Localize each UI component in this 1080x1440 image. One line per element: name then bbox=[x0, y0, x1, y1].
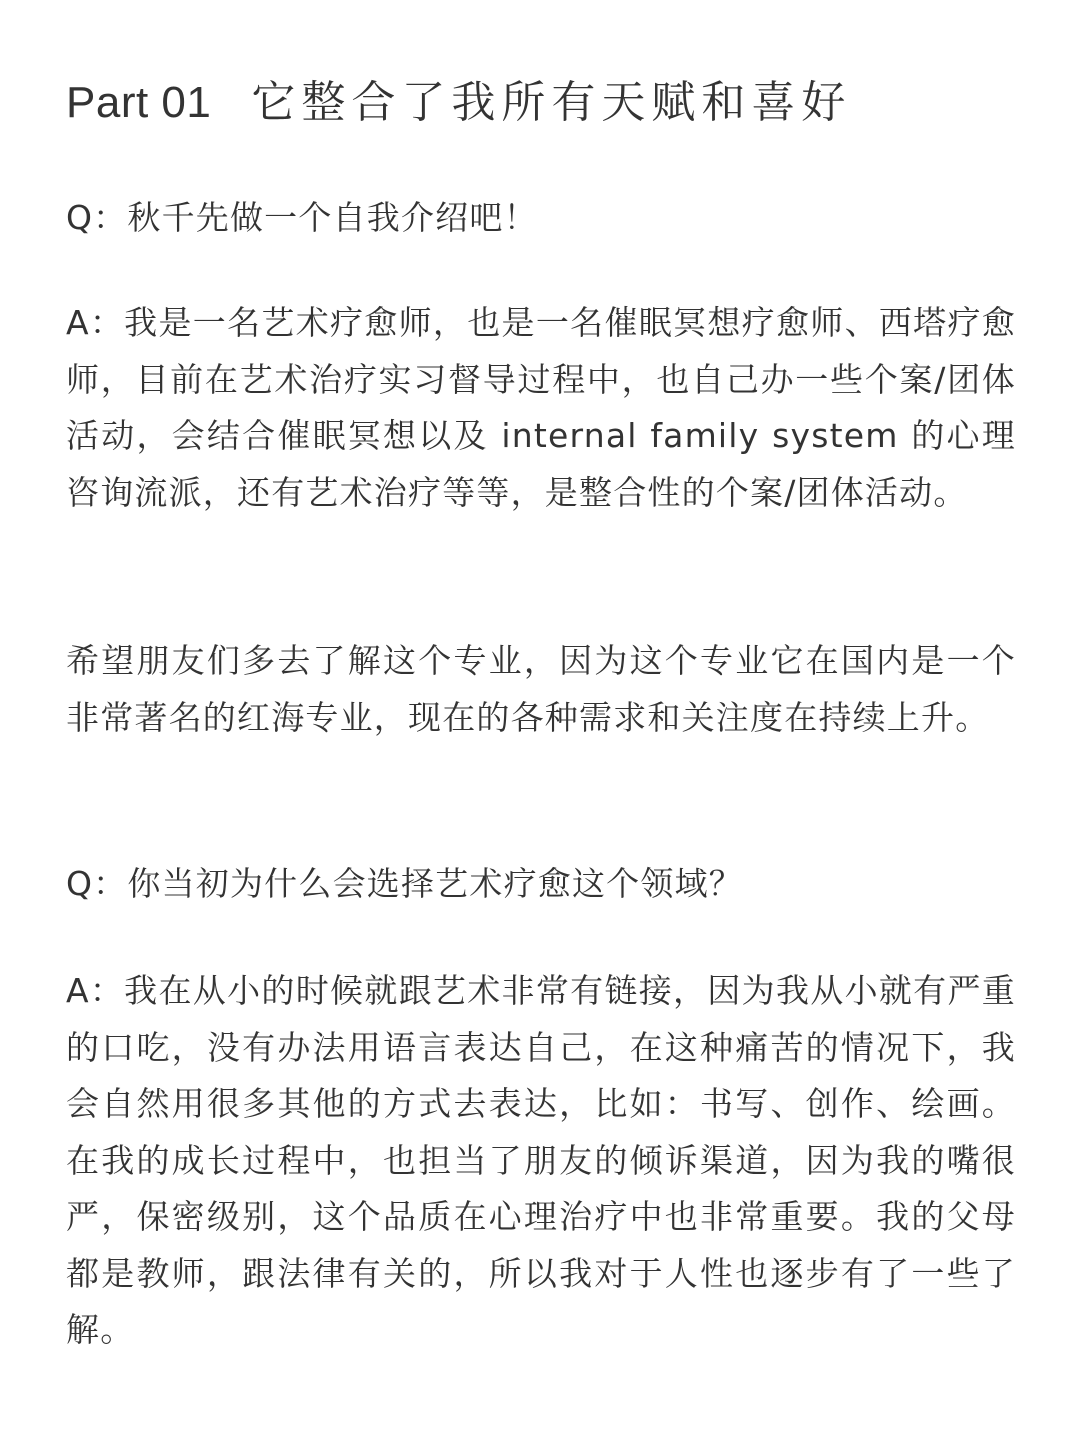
answer-why-art-therapy: A：我在从小的时候就跟艺术非常有链接，因为我从小就有严重的口吃，没有办法用语言表达自己，在这种痛苦的情况下，我会自然用很多其他的方式去表达，比如：书写、创作、绘画。在我的成长过程中，也担当了朋友的倾诉渠道，因为我的嘴很严，保密级别，这个品质在心理治疗中也非常重要。我的父母都是教师，跟法律有关的，所以我对于人性也逐步有了一些了解。 bbox=[66, 971, 1016, 1349]
question-why-art-therapy: Q：你当初为什么会选择艺术疗愈这个领域？ bbox=[66, 864, 743, 903]
section-number: Part 01 bbox=[66, 78, 212, 127]
answer-intro: A：我是一名艺术疗愈师，也是一名催眠冥想疗愈师、西塔疗愈师，目前在艺术治疗实习督导过程中，也自己办一些个案/团体活动，会结合催眠冥想以及 internal family system 的心理咨询流派，还有艺术治疗等等，是整合性的个案/团体活动。 bbox=[66, 303, 1016, 512]
section-title bbox=[66, 74, 851, 132]
section-heading: 它整合了我所有天赋和喜好 bbox=[251, 77, 852, 128]
answer-intro-continued: 希望朋友们多去了解这个专业，因为这个专业它在国内是一个非常著名的红海专业，现在的各种需求和关注度在持续上升。 bbox=[66, 641, 1016, 737]
question-intro: Q：秋千先做一个自我介绍吧！ bbox=[66, 198, 538, 237]
